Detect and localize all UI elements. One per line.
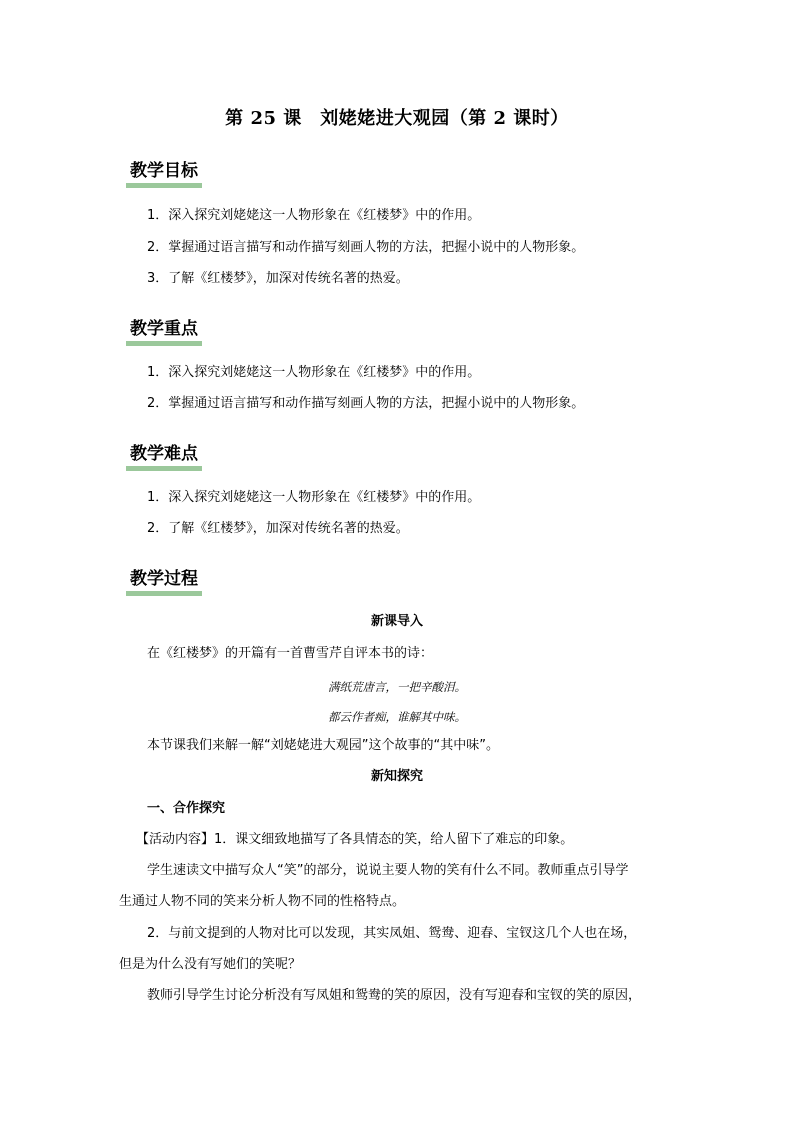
explore-heading: 新知探究 xyxy=(370,769,423,784)
poem-line: 都云作者痴，谁解其中味。 xyxy=(328,710,466,724)
section-heading-key-points: 教学重点 xyxy=(126,318,202,342)
section-heading-goals: 教学目标 xyxy=(126,160,202,184)
sub-heading: 一、合作探究 xyxy=(147,801,226,816)
lesson-title: 第 25 课 刘姥姥进大观园（第 2 课时） xyxy=(225,108,569,129)
intro-close: 本节课我们来解一解“刘姥姥进大观园”这个故事的“其中味”。 xyxy=(147,738,499,753)
section-heading-difficulties: 教学难点 xyxy=(126,443,202,467)
activity-text: 【活动内容】1．课文细致地描写了各具情态的笑，给人留下了难忘的印象。 xyxy=(136,832,574,847)
goal-item: 3．了解《红楼梦》，加深对传统名著的热爱。 xyxy=(147,271,409,286)
paragraph-line: 但是为什么没有写她们的笑呢？ xyxy=(119,957,302,972)
difficulty-item: 2．了解《红楼梦》，加深对传统名著的热爱。 xyxy=(147,521,409,536)
paragraph-line: 学生速读文中描写众人“笑”的部分，说说主要人物的笑有什么不同。教师重点引导学 xyxy=(147,863,629,878)
key-point-item: 1．深入探究刘姥姥这一人物形象在《红楼梦》中的作用。 xyxy=(147,365,481,380)
intro-text: 在《红楼梦》的开篇有一首曹雪芹自评本书的诗： xyxy=(147,646,434,661)
paragraph-line: 2．与前文提到的人物对比可以发现，其实凤姐、鸳鸯、迎春、宝钗这几个人也在场， xyxy=(147,926,637,941)
goal-item: 2．掌握通过语言描写和动作描写刻画人物的方法，把握小说中的人物形象。 xyxy=(147,240,585,255)
paragraph-line: 生通过人物不同的笑来分析人物不同的性格特点。 xyxy=(119,894,406,909)
difficulty-item: 1．深入探究刘姥姥这一人物形象在《红楼梦》中的作用。 xyxy=(147,490,481,505)
intro-heading: 新课导入 xyxy=(370,614,423,629)
section-heading-process: 教学过程 xyxy=(126,568,202,592)
poem-line: 满纸荒唐言，一把辛酸泪。 xyxy=(328,680,466,694)
goal-item: 1．深入探究刘姥姥这一人物形象在《红楼梦》中的作用。 xyxy=(147,208,481,223)
paragraph-line: 教师引导学生讨论分析没有写凤姐和鸳鸯的笑的原因，没有写迎春和宝钗的笑的原因， xyxy=(147,988,642,1003)
key-point-item: 2．掌握通过语言描写和动作描写刻画人物的方法，把握小说中的人物形象。 xyxy=(147,396,585,411)
